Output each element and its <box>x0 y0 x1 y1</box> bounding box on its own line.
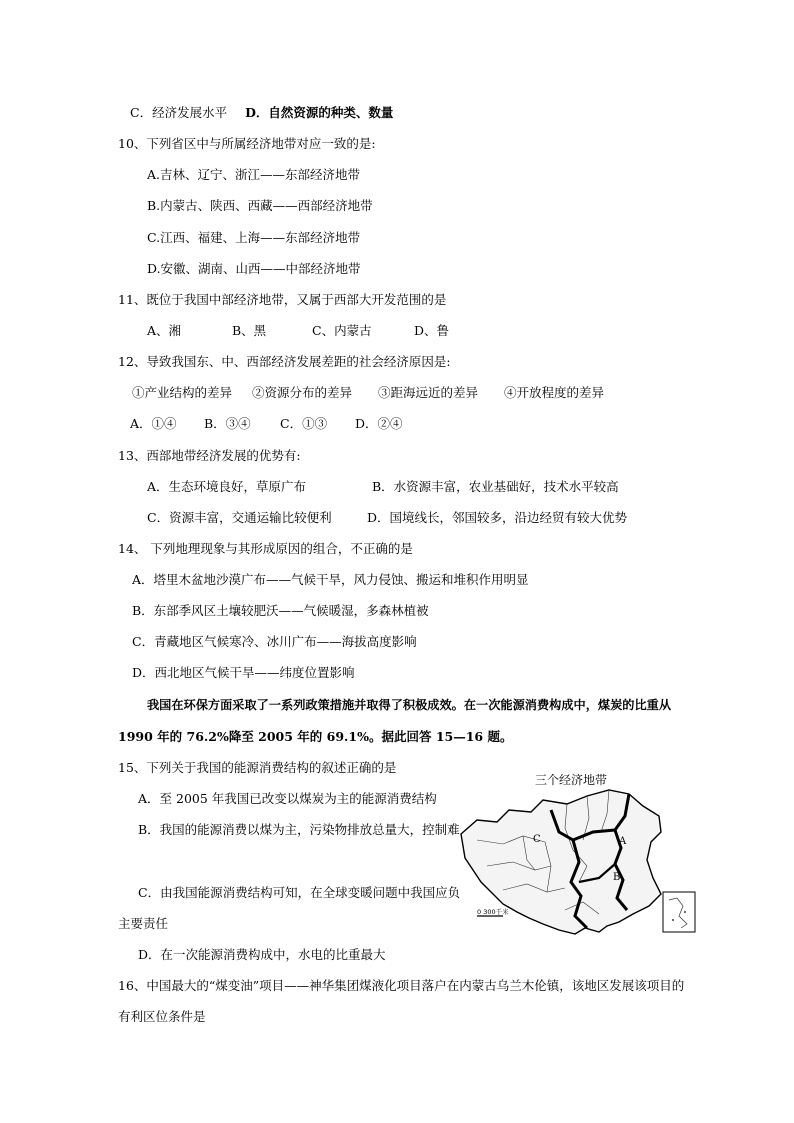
option-b: B、黑 <box>232 323 267 338</box>
option-a: A．生态环境良好，草原广布 <box>147 479 307 494</box>
option-d: D．在一次能源消费构成中，水电的比重最大 <box>138 947 386 962</box>
option-c: C.江西、福建、上海——东部经济地带 <box>147 230 361 245</box>
option-c: C、内蒙古 <box>312 323 372 338</box>
zone-label-a: A <box>619 836 627 847</box>
option-a: A．塔里木盆地沙漠广布——气候干旱，风力侵蚀、搬运和堆积作用明显 <box>132 572 529 587</box>
option-a: A．①④ <box>130 416 177 431</box>
option-d: D.安徽、湖南、山西——中部经济地带 <box>147 261 361 276</box>
question-15: 15、下列关于我国的能源消费结构的叙述正确的是 <box>118 760 397 775</box>
question-16-continued: 有利区位条件是 <box>118 1009 206 1024</box>
option-c-continued: 主要责任 <box>118 916 169 931</box>
question-10: 10、下列省区中与所属经济地带对应一致的是: <box>118 136 376 151</box>
inset-island <box>684 911 686 913</box>
option-c: C．经济发展水平 D．自然资源的种类、数量 <box>130 105 394 120</box>
scale-label: 0 300千米 <box>477 908 509 916</box>
zone-label-c: C <box>533 834 541 845</box>
option-a: A.吉林、辽宁、浙江——东部经济地带 <box>147 167 361 182</box>
option-c: C．青藏地区气候寒冷、冰川广布——海拔高度影响 <box>132 634 417 649</box>
question-12: 12、导致我国东、中、西部经济发展差距的社会经济原因是: <box>118 354 451 369</box>
option-d: D、鲁 <box>414 323 450 338</box>
option-c: C．由我国能源消费结构可知，在全球变暖问题中我国应负 <box>138 885 461 900</box>
option-d: D．②④ <box>355 416 403 431</box>
option-a: A．至 2005 年我国已改变以煤炭为主的能源消费结构 <box>138 791 437 806</box>
option-a: A、湘 <box>147 323 182 338</box>
choice-item: ①产业结构的差异 <box>132 385 233 400</box>
passage-intro: 1990 年的 76.2%降至 2005 年的 69.1%。据此回答 15—16 题。 <box>118 729 513 744</box>
question-13: 13、西部地带经济发展的优势有: <box>118 448 301 463</box>
zone-label-b: B <box>613 872 621 883</box>
inset-island <box>672 919 674 921</box>
question-14: 14、 下列地理现象与其形成原因的组合，不正确的是 <box>118 541 413 556</box>
south-sea-inset <box>663 892 695 932</box>
option-c: C．资源丰富，交通运输比较便利 <box>147 510 332 525</box>
option-c: C．①③ <box>280 416 328 431</box>
passage-intro: 我国在环保方面采取了一系列政策措施并取得了积极成效。在一次能源消费构成中，煤炭的比重从 <box>147 698 672 712</box>
map-title: 三个经济地带 <box>535 773 608 787</box>
choice-item: ②资源分布的差异 <box>252 385 353 400</box>
question-11: 11、既位于我国中部经济地带，又属于西部大开发范围的是 <box>118 292 447 307</box>
china-economic-zones-map <box>447 770 709 940</box>
option-b: B．水资源丰富，农业基础好，技术水平较高 <box>372 479 619 494</box>
option-d: D．西北地区气候干旱——纬度位置影响 <box>132 665 355 680</box>
option-b: B．③④ <box>204 416 251 431</box>
option-b: B．我国的能源消费以煤为主，污染物排放总量大，控制难 <box>138 822 460 837</box>
option-d: D．国境线长，邻国较多，沿边经贸有较大优势 <box>367 510 628 525</box>
map-figure <box>447 770 709 940</box>
choice-item: ④开放程度的差异 <box>504 385 605 400</box>
choice-item: ③距海远近的差异 <box>378 385 479 400</box>
option-b: B.内蒙古、陕西、西藏——西部经济地带 <box>147 198 373 213</box>
option-b: B．东部季风区土壤较肥沃——气候暖湿，多森林植被 <box>132 603 429 618</box>
question-16: 16、中国最大的“煤变油”项目——神华集团煤液化项目落户在内蒙古乌兰木伦镇，该地区发展该项目的 <box>118 978 685 993</box>
